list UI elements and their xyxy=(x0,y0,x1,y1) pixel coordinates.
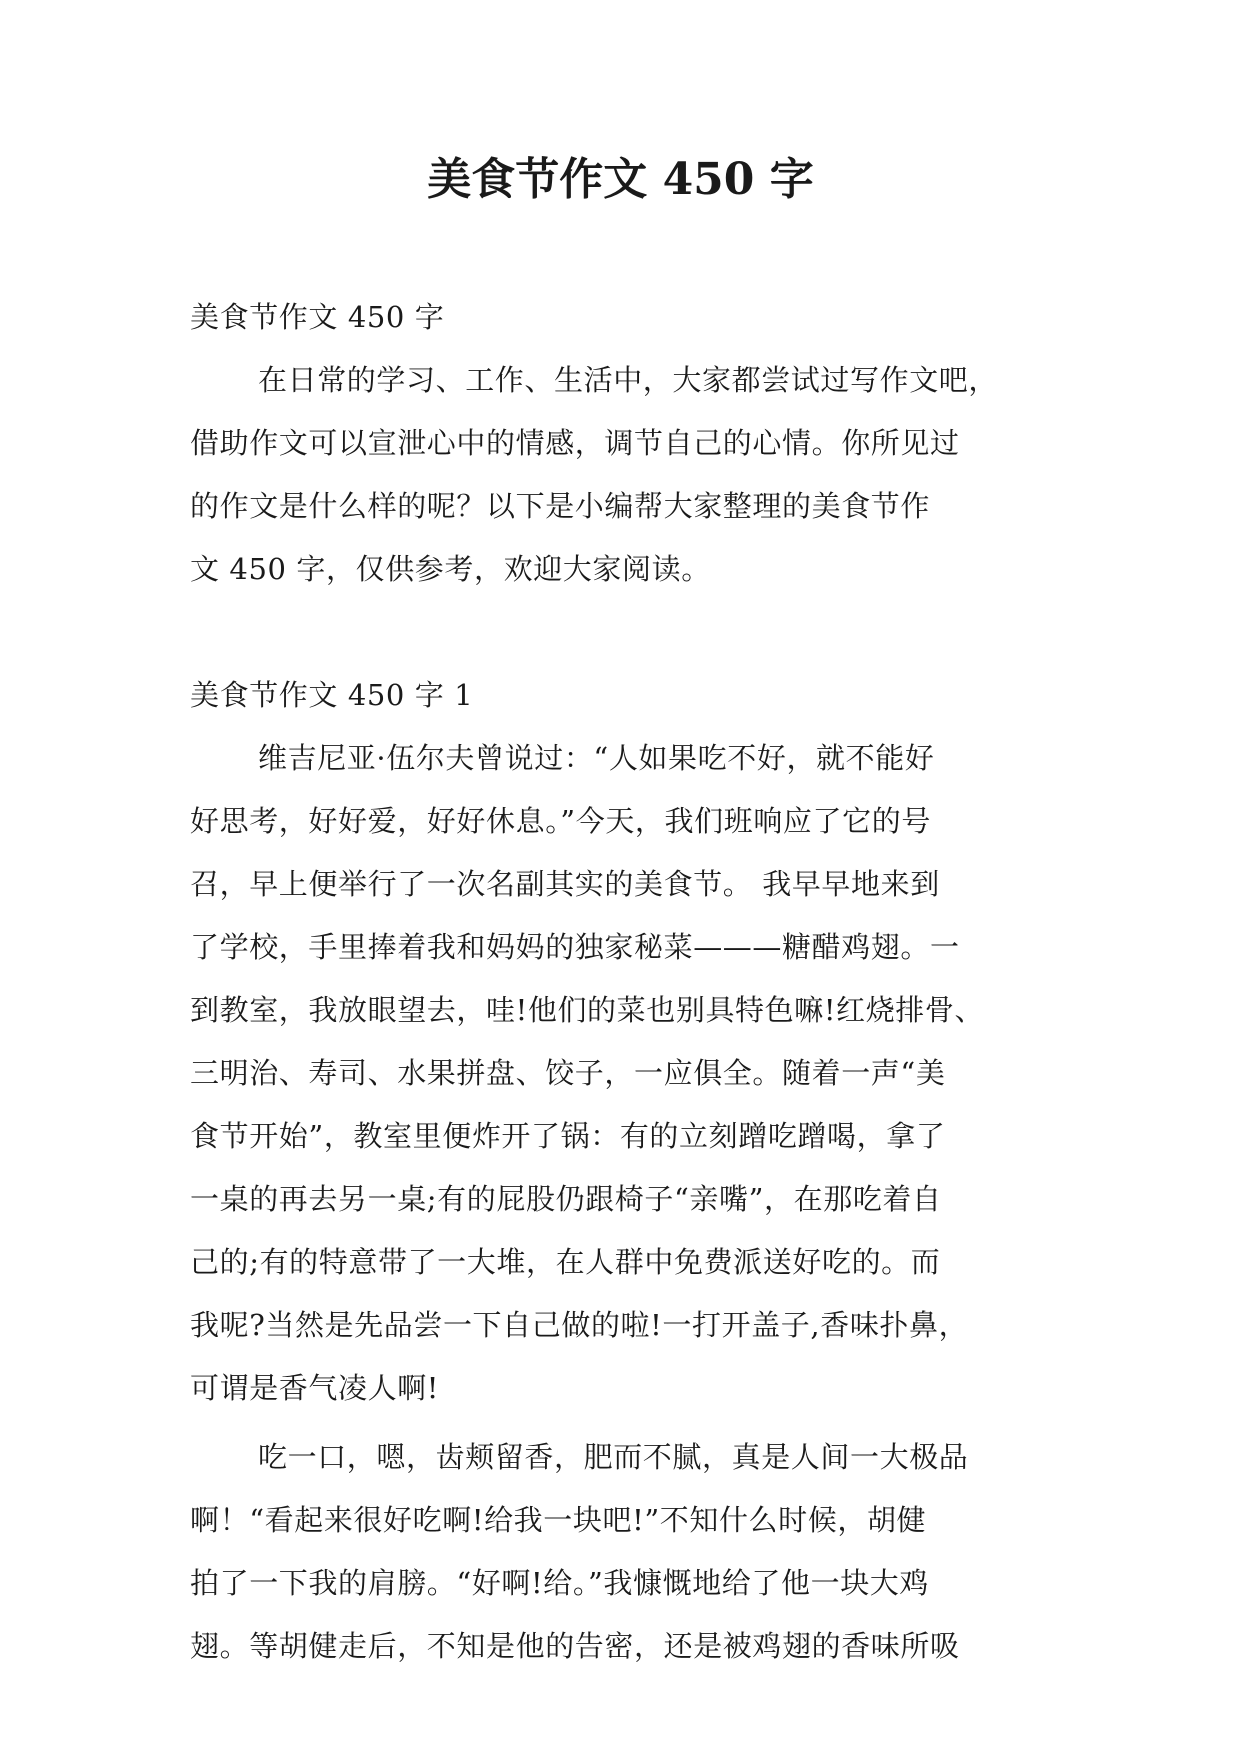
text-line: 好思考，好好爱，好好休息。”今天，我们班响应了它的号 xyxy=(190,804,931,838)
text-line: 啊！“看起来很好吃啊!给我一块吧!”不知什么时候，胡健 xyxy=(190,1503,927,1537)
text-line: 吃一口，嗯，齿颊留香，肥而不腻，真是人间一大极品 xyxy=(258,1440,969,1474)
text-line: 在日常的学习、工作、生活中，大家都尝试过写作文吧， xyxy=(258,363,999,397)
text-line: 了学校，手里捧着我和妈妈的独家秘菜———糖醋鸡翅。一 xyxy=(190,930,960,964)
text-line: 翅。等胡健走后，不知是他的告密，还是被鸡翅的香味所吸 xyxy=(190,1629,960,1663)
blank-line xyxy=(190,601,1060,664)
text-line: 食节开始”，教室里便炸开了锅：有的立刻蹭吃蹭喝，拿了 xyxy=(190,1119,946,1153)
text-line: 三明治、寿司、水果拼盘、饺子，一应俱全。随着一声“美 xyxy=(190,1056,946,1090)
section-heading: 美食节作文 450 字 1 xyxy=(190,678,474,712)
paragraph-2 xyxy=(190,1426,1060,1678)
document-title: 美食节作文 450 字 xyxy=(427,154,814,205)
text-line: 召，早上便举行了一次名副其实的美食节。 我早早地来到 xyxy=(190,867,940,901)
text-line: 文 450 字，仅供参考，欢迎大家阅读。 xyxy=(190,552,711,586)
text-line: 借助作文可以宣泄心中的情感，调节自己的心情。你所见过 xyxy=(190,426,960,460)
intro-paragraph xyxy=(190,349,1060,601)
text-line: 拍了一下我的肩膀。“好啊!给。”我慷慨地给了他一块大鸡 xyxy=(190,1566,930,1600)
section-heading: 美食节作文 450 字 xyxy=(190,300,445,334)
text-line: 一桌的再去另一桌;有的屁股仍跟椅子“亲嘴”，在那吃着自 xyxy=(190,1182,942,1216)
text-line: 到教室，我放眼望去，哇!他们的菜也别具特色嘛!红烧排骨、 xyxy=(190,993,985,1027)
text-line: 可谓是香气凌人啊! xyxy=(190,1371,440,1405)
text-line: 的作文是什么样的呢？以下是小编帮大家整理的美食节作 xyxy=(190,489,931,523)
document-body xyxy=(190,286,1060,1678)
text-line: 维吉尼亚·伍尔夫曾说过：“人如果吃不好，就不能好 xyxy=(258,741,935,775)
paragraph-1 xyxy=(190,727,1060,1420)
text-line: 己的;有的特意带了一大堆，在人群中免费派送好吃的。而 xyxy=(190,1245,941,1279)
text-line: 我呢?当然是先品尝一下自己做的啦!一打开盖子,香味扑鼻， xyxy=(190,1308,969,1342)
